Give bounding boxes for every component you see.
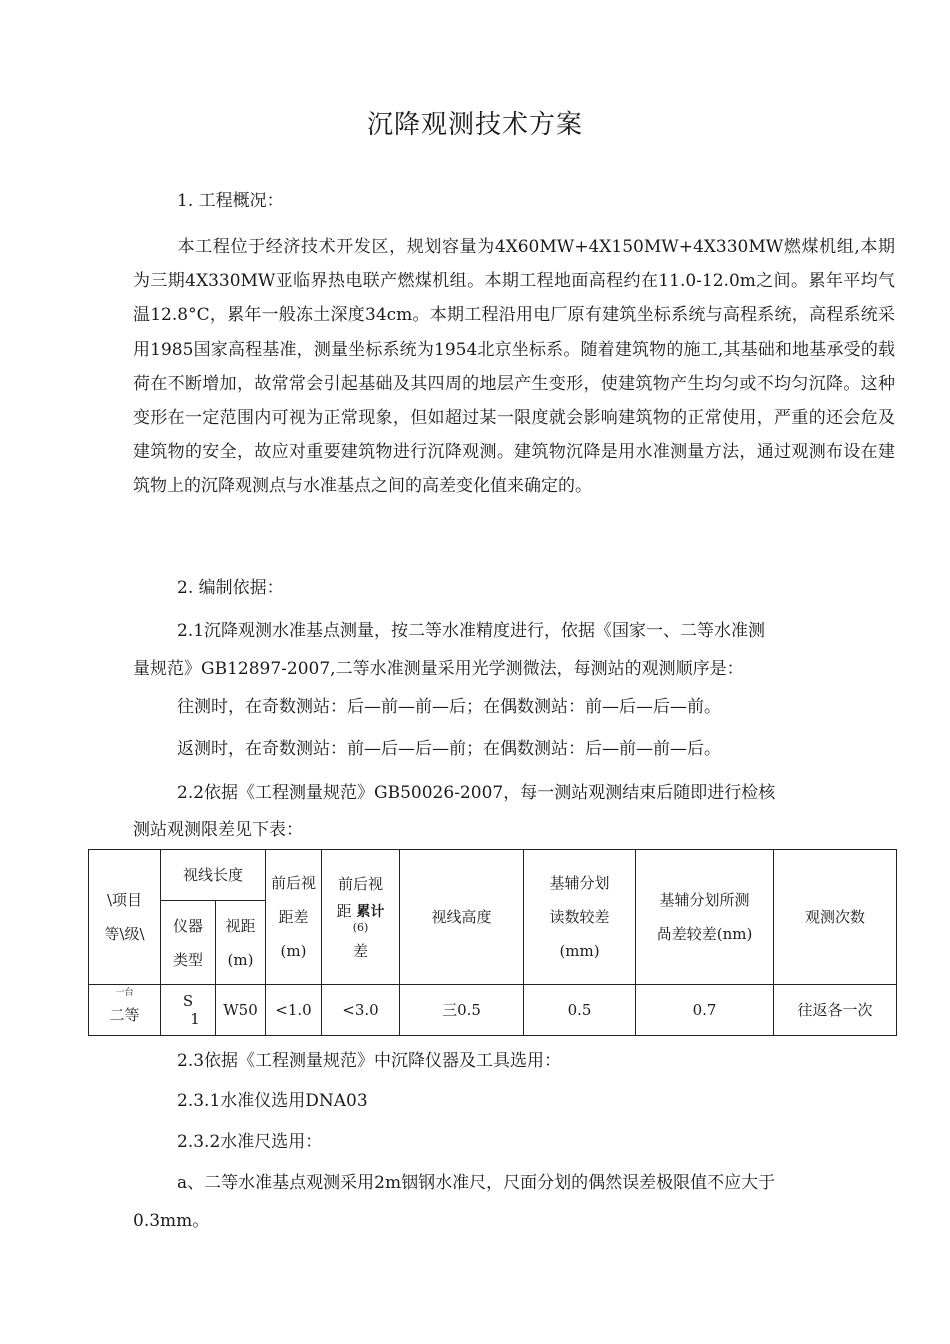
cell-height-diff: 0.7 [636, 985, 774, 1036]
forward-observation-order: 往测时，在奇数测站：后—前—前—后；在偶数测站：前—后—后—前。 [177, 697, 721, 717]
page-title: 沉降观测技术方案 [366, 110, 583, 140]
cell-grade: 一台 二等 [89, 985, 161, 1036]
cell-observation-count: 往返各一次 [774, 985, 897, 1036]
section-2-1-line-2: 量规范》GB12897-2007,二等水准测量采用光学测微法，每测站的观测顺序是： [133, 659, 744, 679]
header-item-grade: \项目 等\级\ [89, 850, 161, 985]
header-sight-height: 视线高度 [400, 850, 524, 985]
cell-instrument: S 1 [161, 985, 216, 1036]
grade-mark: 一台 [115, 988, 134, 998]
cell-sight-height: 三0.5 [400, 985, 524, 1036]
section-2-2-line-1: 2.2依据《工程测量规范》GB50026-2007，每一测站观测结束后随即进行检核 [177, 783, 776, 803]
header-front-back-distance-diff: 前后视 距差 (m) [266, 850, 322, 985]
table-header-row-1 [89, 850, 897, 901]
cell-fb-cum: <3.0 [322, 985, 400, 1036]
section-2-2-line-2: 测站观测限差见下表： [133, 820, 303, 840]
section-1-text: 本工程位于经济技术开发区，规划容量为4X60MW+4X150MW+4X330MW燃煤机组,本期为三期4X330MW亚临界热电联产燃煤机组。本期工程地面高程约在11.0-12.0m之间。累年平均气温12.8°C，累年一般冻土深度34cm。本期工程沿用电厂原有建筑坐标系统与高程系统，高程系统采用1985国家高程基准，测量坐标系统为1954北京坐标系。随着建筑物的施工,其基础和地基承受的载荷在不断增加，故常常会引起基础及其四周的地层产生变形，使建筑物产生均匀或不均匀沉降。这种变形在一定范围内可视为正常现象，但如超过某一限度就会影响建筑物的正常使用，严重的还会危及建筑物的安全，故应对重要建筑物进行沉降观测。建筑物沉降是用水准测量方法，通过观测布设在建筑物上的沉降观测点与水准基点之间的高差变化值来确定的。 [133, 237, 895, 497]
observation-limits-table [88, 849, 897, 1036]
item-a-line-1: a、二等水准基点观测采用2m铟钢水准尺，尺面分划的偶然误差极限值不应大于 [177, 1173, 776, 1193]
section-1-heading: 1. 工程概况： [177, 191, 284, 211]
cell-fb-diff: <1.0 [266, 985, 322, 1036]
section-2-3: 2.3依据《工程测量规范》中沉降仪器及工具选用： [177, 1051, 562, 1071]
cell-read-diff: 0.5 [524, 985, 636, 1036]
header-front-back-cumulative-diff: 前后视 距 累计 (6) 差 [322, 850, 400, 985]
section-2-3-1: 2.3.1水准仪选用DNA03 [177, 1091, 368, 1111]
header-height-diff: 基辅分划所测 咼差较差(nm) [636, 850, 774, 985]
header-sight-length: 视线长度 [161, 850, 266, 901]
section-1-paragraph [133, 230, 895, 504]
backward-observation-order: 返测时，在奇数测站：前—后—后—前；在偶数测站：后—前—前—后。 [177, 739, 721, 759]
section-2-1-line-1: 2.1沉降观测水准基点测量，按二等水准精度进行，依据《国家一、二等水准测 [177, 621, 766, 641]
header-sight-distance: 视距 (m) [216, 901, 266, 985]
table-row [89, 985, 897, 1036]
header-reading-diff: 基辅分划 读数较差 (mm) [524, 850, 636, 985]
item-a-line-2: 0.3mm。 [133, 1211, 210, 1231]
cell-distance: W50 [216, 985, 266, 1036]
header-instrument-type: 仪器 类型 [161, 901, 216, 985]
section-2-3-2: 2.3.2水准尺选用： [177, 1132, 323, 1152]
header-observation-count: 观测次数 [774, 850, 897, 985]
section-2-heading: 2. 编制依据： [177, 578, 284, 598]
